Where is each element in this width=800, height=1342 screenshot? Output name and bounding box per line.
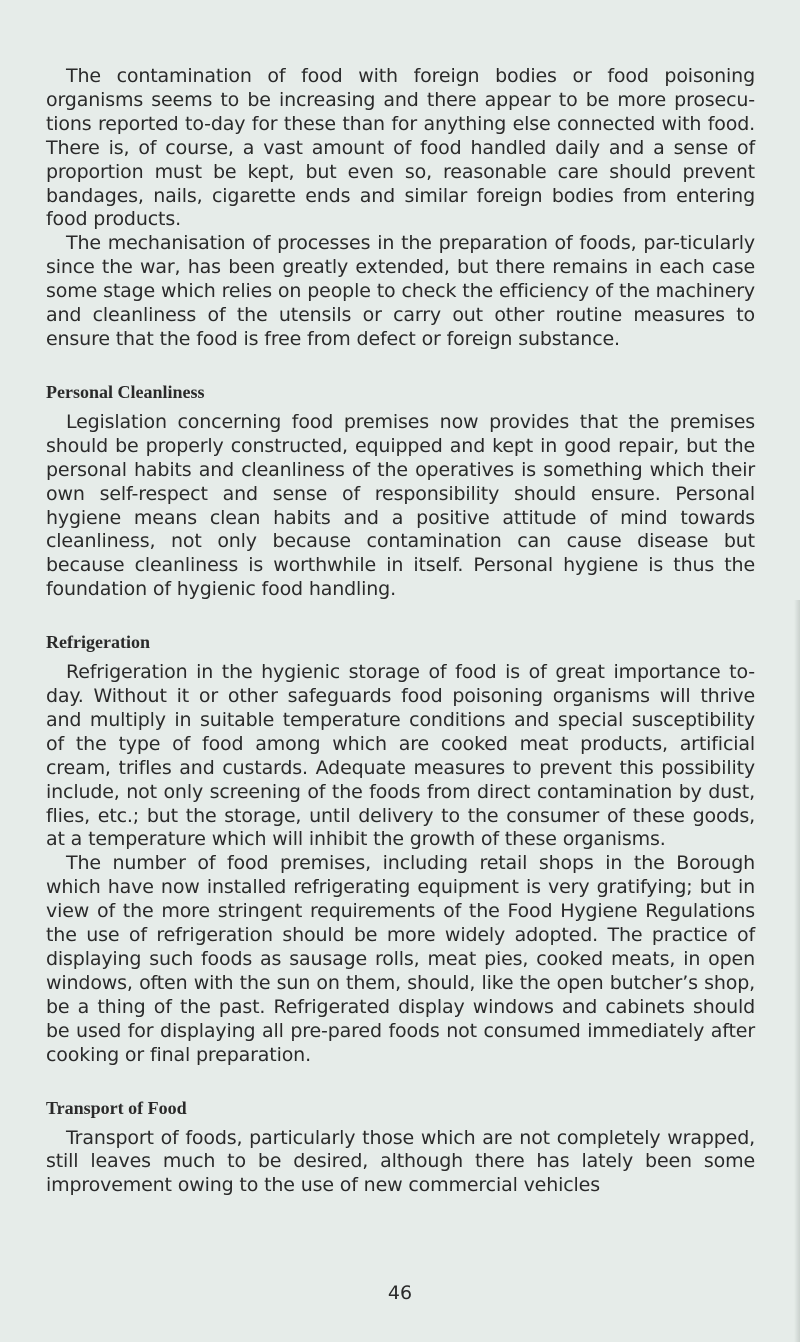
heading-personal-cleanliness: Personal Cleanliness	[46, 381, 205, 402]
heading-refrigeration: Refrigeration	[46, 632, 150, 653]
paragraph-personal-cleanliness: Legislation concerning food premises now provides that the premises should be properly constructed, equipped and kept in good repair, but the personal habits and cleanliness of the operatives is something which their own self-respect and sense of responsibility should ensure. Personal hygiene means clean habits and a positive attitude of mind towards cleanliness, not only because contamination can cause disease but because cleanliness is worthwhile in itself. Personal hygiene is thus the foundation of hygienic food handling.	[46, 410, 755, 601]
paragraph-intro-1: The contamination of food with foreign bodies or food poisoning organisms seems to be increasing and there appear to be more prosecu-tions reported to-day for these than for anything else connected with food. There is, of course, a vast amount of food handled daily and a sense of proportion must be kept, but even so, reasonable care should prevent bandages, nails, cigarette ends and similar foreign bodies from entering food products.	[46, 65, 755, 231]
paragraph-transport-of-food: Transport of foods, particularly those which are not completely wrapped, still leaves much to be desired, although there has lately been some improvement owing to the use of new commercial vehicles	[46, 1126, 755, 1197]
paragraph-refrigeration-1: Refrigeration in the hygienic storage of food is of great importance to-day. Without it or other safeguards food poisoning organisms will thrive and multiply in suitable temperature conditions and special susceptibility of the type of food among which are cooked meat products, artificial cream, trifles and custards. Adequate measures to prevent this possibility include, not only screening of the foods from direct contamination by dust, flies, etc.; but the storage, until delivery to the consumer of these goods, at a temperature which will inhibit the growth of these organisms.	[46, 661, 755, 851]
heading-transport-of-food: Transport of Food	[46, 1097, 187, 1118]
page-content	[46, 65, 755, 1198]
page-edge-shadow	[794, 600, 800, 1342]
paragraph-intro-2: The mechanisation of processes in the preparation of foods, par-ticularly since the war, has been greatly extended, but there remains in each case some stage which relies on people to check the efficiency of the machinery and cleanliness of the utensils or carry out other routine measures to ensure that the food is free from defect or foreign substance.	[46, 232, 755, 350]
page-number: 46	[387, 1282, 413, 1304]
paragraph-refrigeration-2: The number of food premises, including retail shops in the Borough which have now installed refrigerating equipment is very gratifying; but in view of the more stringent requirements of the Food Hygiene Regulations the use of refrigeration should be more widely adopted. The practice of displaying such foods as sausage rolls, meat pies, cooked meats, in open windows, often with the sun on them, should, like the open butcher’s shop, be a thing of the past. Refrigerated display windows and cabinets should be used for displaying all pre-pared foods not consumed immediately after cooking or final preparation.	[46, 852, 755, 1066]
